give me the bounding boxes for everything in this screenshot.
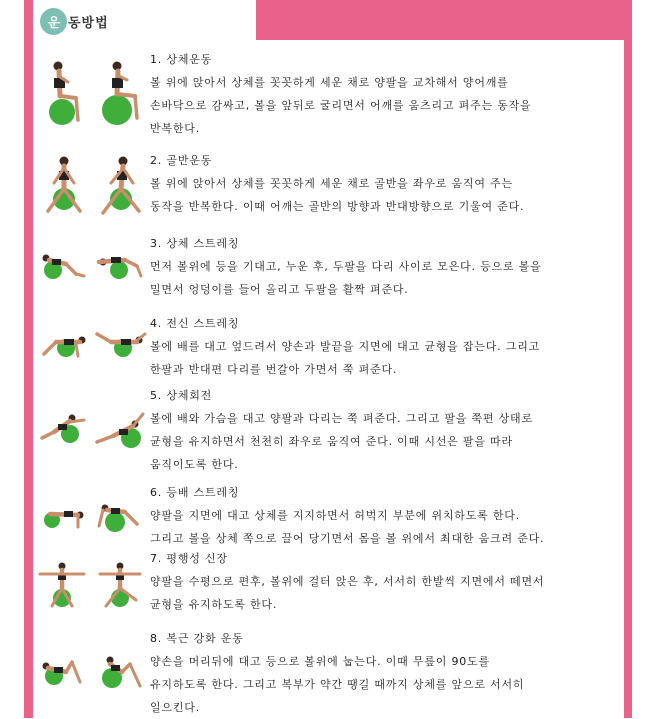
exercise-7-figure-a [38,560,90,610]
exercise-text-line: 반복한다. [150,122,201,135]
exercise-title: 1. 상체운동 [150,53,213,66]
exercise-2-figure-b [95,155,147,217]
exercise-text-line: 움직이도록 한다. [150,458,239,471]
exercise-4-figure-b [95,330,147,360]
exercise-title: 6. 등배 스트레칭 [150,486,240,499]
exercise-title: 7. 평행성 신장 [150,552,228,565]
exercise-section-8 [150,627,524,719]
page-title: 동방법 [68,16,109,31]
exercise-section-5 [150,384,533,476]
exercise-8-figure-a [40,658,88,688]
exercise-text-line: 균형을 유지하면서 천천히 좌우로 움직여 준다. 이때 시선은 팔을 따라 [150,435,513,448]
exercise-text-line: 볼 위에 앉아서 상체를 꼿꼿하게 세운 채로 양팔을 교차해서 양어깨를 [150,76,509,89]
exercise-text-line: 볼에 배와 가슴을 대고 양팔과 다리는 쭉 펴준다. 그리고 팔을 쭉편 상태로 [150,412,533,425]
exercise-title: 3. 상체 스트레칭 [150,237,240,250]
exercise-3-figure-a [40,252,88,280]
exercise-text-line: 볼 위에 앉아서 상체를 꼿꼿하게 세운 채로 골반을 좌우로 움직여 주는 [150,177,513,190]
exercise-text-line: 양손을 머리뒤에 대고 등으로 볼위에 눕는다. 이때 무릎이 90도를 [150,655,490,668]
exercise-title: 8. 복근 강화 운동 [150,632,244,645]
exercise-text-line: 양팔을 수평으로 편후, 볼위에 걸터 앉은 후, 서서히 한발씩 지면에서 떼면서 [150,575,545,588]
exercise-title: 4. 전신 스트레칭 [150,317,240,330]
exercise-text-line: 유지하도록 한다. 그리고 복부가 약간 땡길 때까지 상체를 앞으로 서서히 [150,678,525,691]
exercise-text-line: 동작을 반복한다. 이때 어깨는 골반의 방향과 반대방향으로 기울여 준다. [150,200,525,213]
exercise-5-figure-a [40,412,88,444]
exercise-section-7 [150,547,544,616]
exercise-text-line: 한팔과 반대편 다리를 번갈아 가면서 쭉 펴준다. [150,363,398,376]
exercise-text-line: 그리고 볼을 상체 쪽으로 끌어 당기면서 몸을 볼 위에서 최대한 움크려 준다. [150,532,545,545]
exercise-6-figure-a [40,505,88,529]
exercise-title: 5. 상체회전 [150,389,213,402]
exercise-1-figure-a [40,60,88,126]
exercise-7-figure-b [96,560,146,610]
exercise-3-figure-b [95,252,147,280]
exercise-section-6 [150,481,544,550]
exercise-2-figure-a [40,155,88,217]
header-circle-text: 운 [47,16,60,31]
exercise-4-figure-a [40,332,88,360]
exercise-1-figure-b [95,60,147,126]
exercise-text-line: 볼에 배를 대고 엎드려서 양손과 발끝을 지면에 대고 균형을 잡는다. 그리고 [150,340,541,353]
exercise-section-4 [150,312,540,381]
exercise-text-line: 일으킨다. [150,701,201,714]
exercise-section-3 [150,232,542,301]
exercise-text-line: 균형을 유지하도록 한다. [150,598,278,611]
exercise-text-line: 양팔을 지면에 대고 상체를 지지하면서 허벅지 부분에 위치하도록 한다. [150,509,521,522]
header-pink-band [256,0,632,40]
exercise-section-2 [150,149,524,218]
exercise-8-figure-b [96,654,146,690]
exercise-6-figure-b [95,500,147,534]
left-pink-border [24,0,33,718]
exercise-title: 2. 골반운동 [150,154,213,167]
exercise-text-line: 밀면서 엉덩이를 들어 올리고 두팔을 활짝 펴준다. [150,283,409,296]
exercise-text-line: 손바닥으로 감싸고, 볼을 앞뒤로 굴리면서 어깨를 움츠리고 펴주는 동작을 [150,99,532,112]
right-pink-border [624,40,632,718]
exercise-text-line: 먼저 볼위에 등을 기대고, 누운 후, 두팔을 다리 사이로 모은다. 등으로 볼을 [150,260,542,273]
exercise-section-1 [150,48,531,140]
exercise-5-figure-b [95,412,147,448]
header-circle-badge [40,8,67,35]
